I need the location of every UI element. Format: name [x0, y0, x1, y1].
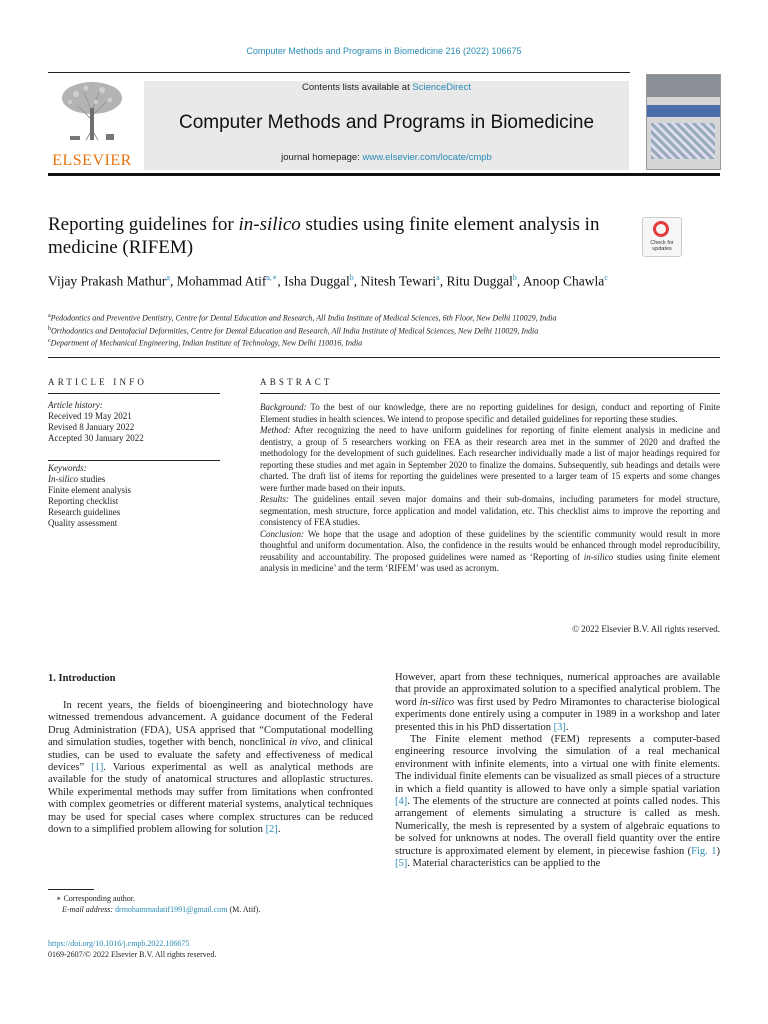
title-italic-text: in-silico — [238, 214, 301, 235]
author-name[interactable]: Vijay Prakash Mathur — [48, 273, 167, 289]
abstract-conclusion: Conclusion: We hope that the usage and adoption of these guidelines by the scientific community would result in more thoughtful and uniform documentation. Also, the confidence in the results would be enhanced through model reproducibility, reusability and accountability. The proposed guidelines were named as ‘Reporting of in-silico studies using finite element analysis in medicine’ and the term ‘RIFEM’ was used as acronym. — [260, 528, 720, 573]
keywords-rule — [48, 460, 220, 461]
journal-homepage-link[interactable]: www.elsevier.com/locate/cmpb — [362, 152, 492, 163]
author-affiliation-marker[interactable]: a — [436, 273, 440, 282]
email-note: E-mail address: drmohammadatif1991@gmail.com (M. Atif). — [62, 905, 261, 914]
body-paragraph: In recent years, the fields of bioengineering and biotechnology have witnessed tremendous advancement. A guidance document of the Federal Drug Administration (FDA), USA apprised that “Computational modelling and simulation studies, together with bench, nonclinical in vivo, and clinical studies, can be used to evaluate the safety and effectiveness of medical devices” [1]. Various experimental as well as analytical methods are available for the study of anatomical structures and alloplastic structures. While experimental methods may suffer from limitations when confronted with complex geometries or different material systems, analytical techniques may be used for special cases where complex structures can be reduced down to a simplified problem allowing for solution [2]. — [48, 700, 374, 836]
cover-band — [647, 105, 720, 117]
doi-block — [48, 938, 216, 960]
keyword-item: Research guidelines — [48, 507, 121, 517]
body-column-right — [395, 672, 720, 871]
reference-link[interactable]: [4] — [395, 796, 408, 808]
abstract-method: Method: After recognizing the need to have uniform guidelines for reporting of finite element analysis in medicine and dentistry, a group of 5 researchers working on FEA as their research area met in the summer of 2020 and drafted the methodology for the development of such guidelines. Each researcher individually made a list of major headings required for reporting these studies and met again in September 2020 to finalize the domains. Subsequently, sub headings and details were charted. The draft list of items for reporting the guidelines were presented to a larger team of 15 experts and some changes were further made based on their inputs. — [260, 425, 720, 493]
cover-image — [651, 123, 715, 159]
keywords-block — [48, 463, 220, 529]
abstract-copyright: © 2022 Elsevier B.V. All rights reserved. — [572, 624, 720, 634]
affiliation-item: $^c$Department of Mechanical Engineering, Indian Institute of Technology, New Delhi 110016, India — [48, 338, 363, 348]
history-label: Article history: — [48, 400, 103, 410]
affiliation-list — [48, 311, 728, 349]
title-text: Reporting guidelines for — [48, 214, 239, 235]
author-affiliation-marker[interactable]: c — [604, 273, 608, 282]
abstract-results: Results: The guidelines entail seven major domains and their sub-domains, including parameters for model structure, segmentation, mesh structure, force application and model validation, etc. This checklist aims to improve the reporting and consistency of FEA studies. — [260, 494, 720, 527]
reference-link[interactable]: [3] — [553, 721, 566, 733]
elsevier-logo — [48, 80, 136, 170]
email-link[interactable]: drmohammadatif1991@gmail.com — [115, 905, 228, 914]
doi-link[interactable]: https://doi.org/10.1016/j.cmpb.2022.106675 — [48, 939, 190, 948]
author-name[interactable]: Nitesh Tewari — [360, 273, 437, 289]
keyword-item: Quality assessment — [48, 518, 118, 528]
affiliation-item: $^b$Orthodontics and Dentofacial Deformities, Centre for Dental Education and Research, All India Institute of Medical Sciences, New Delhi 110029, India — [48, 325, 539, 336]
paper-title — [48, 213, 628, 259]
author-affiliation-marker[interactable]: b — [349, 273, 354, 282]
cover-band — [647, 75, 720, 97]
journal-title: Computer Methods and Programs in Biomedicine — [178, 112, 595, 133]
author-name[interactable]: Isha Duggal — [284, 273, 350, 289]
title-text: studies using finite element analysis in medicine (RIFEM) — [48, 214, 600, 258]
homepage-line — [144, 152, 629, 163]
crossmark-icon — [653, 221, 669, 237]
article-info-rule — [48, 393, 220, 394]
abstract-body — [260, 402, 720, 575]
affiliation-item: $^a$Pedodontics and Preventive Dentistry, Centre for Dental Education and Research, All India Institute of Medical Sciences, 6th Floor, New Delhi 110029, India — [48, 313, 557, 323]
issn-line: 0169-2607/© 2022 Elsevier B.V. All rights reserved. — [48, 950, 217, 959]
keyword-item: In-silico studies — [48, 474, 106, 484]
footnotes — [48, 893, 373, 915]
contents-prefix: Contents lists available at — [302, 82, 413, 93]
author-name[interactable]: Mohammad Atif — [176, 273, 267, 289]
journal-citation-link[interactable]: Computer Methods and Programs in Biomedicine 216 (2022) 106675 — [246, 46, 522, 56]
journal-cover-thumbnail[interactable] — [646, 74, 721, 170]
header-rule — [48, 72, 630, 73]
figure-link[interactable]: Fig. 1 — [691, 845, 717, 857]
abstract-background: Background: To the best of our knowledge, there are no reporting guidelines for design, conduct and reporting of Finite Element studies in health sciences. We intend to propose specific and detailed guidelines for reporting these studies. — [260, 402, 720, 424]
sciencedirect-link[interactable]: ScienceDirect — [412, 82, 471, 93]
history-item: Received 19 May 2021 — [48, 411, 132, 421]
article-history — [48, 400, 220, 444]
keyword-item: Finite element analysis — [48, 485, 131, 495]
article-info-heading: ARTICLE INFO — [48, 377, 148, 387]
body-column-left — [48, 700, 373, 836]
abstract-heading: ABSTRACT — [260, 377, 333, 387]
author-name[interactable]: Ritu Duggal — [446, 273, 513, 289]
footnote-rule — [48, 889, 94, 890]
contents-line — [144, 82, 629, 93]
corresponding-author-note: ∗ Corresponding author. — [56, 894, 135, 903]
check-for-updates-badge[interactable] — [642, 217, 682, 257]
header-thick-rule — [48, 173, 720, 176]
reference-link[interactable]: [2] — [265, 824, 278, 836]
elsevier-tree-icon — [56, 80, 128, 142]
homepage-prefix: journal homepage: — [281, 152, 363, 163]
reference-link[interactable]: [5] — [395, 858, 408, 870]
author-name[interactable]: Anoop Chawla — [522, 273, 605, 289]
body-paragraph: The Finite element method (FEM) represents a computer-based engineering resource involving the simulation of a real mechanical environment with infinite elements, into a virtual one with finite elements. The individual finite elements can be visualized as small pieces of a structure in which a field quantity is allowed to have only a simple spatial variation [4]. The elements of the structure are connected at points called nodes. This arrangement of elements simulating a structure is called as mesh. Numerically, the mesh is represented by a system of algebraic equations to be solved for unknowns at nodes. The overall field quantity over the entire structure is approximated element by element, in piecewise fashion (Fig. 1) [5]. Material characteristics can be applied to the — [395, 734, 720, 870]
reference-link[interactable]: [1] — [91, 762, 104, 774]
keywords-label: Keywords: — [48, 463, 87, 473]
history-item: Revised 8 January 2022 — [48, 422, 135, 432]
body-paragraph: However, apart from these techniques, numerical approaches are available that provide an approximated solution to a specified analytical problem. The word in-silico was first used by Pedro Miramontes to characterise biological experiments done entirely using a computer in 1989 in a workshop and later presented this in his PhD dissertation [3]. — [395, 672, 720, 733]
keyword-item: Reporting checklist — [48, 496, 119, 506]
abstract-rule — [260, 393, 720, 394]
author-affiliation-marker[interactable]: a — [166, 273, 170, 282]
history-item: Accepted 30 January 2022 — [48, 433, 144, 443]
author-affiliation-marker[interactable]: b — [512, 273, 517, 282]
crossmark-label: Check for updates — [650, 240, 674, 252]
elsevier-wordmark: ELSEVIER — [52, 152, 132, 169]
introduction-heading: 1. Introduction — [48, 673, 116, 684]
author-affiliation-marker[interactable]: a,∗ — [266, 273, 278, 282]
author-list: Vijay Prakash Mathur$^a$, Mohammad Atif$^{a,∗}$, Isha Duggal$^b$, Nitesh Tewari$^a$, Ritu Duggal$^b$, Anoop Chawla$^c$ — [48, 273, 608, 289]
section-rule — [48, 357, 720, 358]
